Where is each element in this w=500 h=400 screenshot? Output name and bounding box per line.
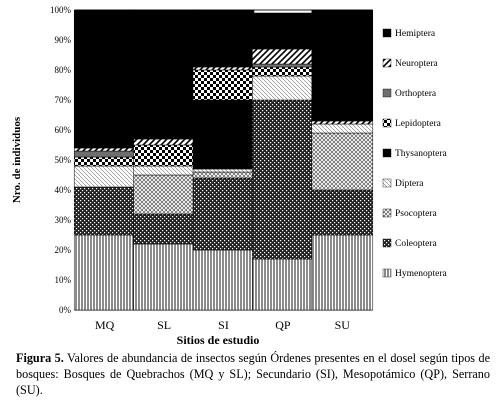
bar-segment-coleoptera-mq (74, 187, 135, 235)
y-tick-label: 0% (59, 305, 71, 315)
bar-segment-hymenoptera-qp (252, 259, 313, 310)
bar-segment-hymenoptera-su (312, 235, 373, 310)
legend-swatch-coleoptera (383, 239, 391, 247)
figure-caption (16, 350, 490, 398)
bar-segment-neuroptera-si (193, 67, 254, 70)
bar-segment-neuroptera-su (312, 121, 373, 124)
x-tick-label: SL (157, 318, 172, 332)
legend-label-thysanoptera: Thysanoptera (395, 149, 447, 159)
x-tick-label: MQ (95, 318, 115, 332)
y-axis-title: Nro. de individuos (11, 116, 23, 204)
y-tick-label: 100% (50, 5, 71, 15)
bar-segment-orthoptera-mq (74, 151, 135, 157)
legend-swatch-thysanoptera (383, 149, 391, 157)
bar-segment-coleoptera-su (312, 190, 373, 235)
bar-segment-neuroptera-qp (252, 49, 313, 64)
bar-segment-coleoptera-si (193, 178, 254, 250)
legend-label-neuroptera: Neuroptera (395, 59, 438, 69)
legend-swatch-orthoptera (383, 89, 391, 97)
y-tick-label: 70% (54, 95, 71, 105)
bar-segment-lepidoptera-mq (74, 157, 135, 166)
y-tick-label: 20% (54, 245, 71, 255)
y-tick-label: 80% (54, 65, 71, 75)
bar-segment-coleoptera-qp (252, 100, 313, 259)
legend-swatch-hemiptera (383, 29, 391, 37)
bar-segment-thysanoptera-si (193, 100, 254, 169)
bar-segment-hemiptera-su (312, 10, 373, 121)
bar-segment-diptera-qp (252, 76, 313, 100)
bar-segment-neuroptera-sl (134, 139, 195, 145)
y-tick-label: 30% (54, 215, 71, 225)
legend-label-diptera: Diptera (395, 179, 424, 189)
x-axis-title: Sitios de estudio (176, 333, 260, 345)
caption-text: Valores de abundancia de insectos según Órdenes presentes en el dosel según tipos de bosques: Bosques de Quebrachos (MQ y SL); Secundario (SI), Mesopotámico (QP), Serrano (SU). (16, 351, 490, 397)
bar-segment-hemiptera-mq (74, 10, 135, 148)
x-tick-label: QP (275, 318, 291, 332)
bar-segment-hymenoptera-si (193, 250, 254, 310)
bar-segment-neuroptera-mq (74, 148, 135, 151)
caption-label: Figura 5. (16, 351, 64, 365)
bar-segment-diptera-sl (134, 166, 195, 175)
legend-label-psocoptera: Psocoptera (395, 209, 437, 219)
bar-segment-diptera-su (312, 124, 373, 133)
y-tick-label: 90% (54, 35, 71, 45)
y-tick-label: 10% (54, 275, 71, 285)
bar-segment-diptera-mq (74, 166, 135, 187)
bar-segment-lepidoptera-sl (134, 145, 195, 166)
x-tick-label: SI (218, 318, 229, 332)
legend-label-hemiptera: Hemiptera (395, 29, 436, 39)
bar-segment-hemiptera-sl (134, 10, 195, 139)
bar-segment-coleoptera-sl (134, 214, 195, 244)
legend-swatch-psocoptera (383, 209, 391, 217)
bar-segment-lepidoptera-si (193, 70, 254, 100)
y-tick-label: 60% (54, 125, 71, 135)
bar-segment-hemiptera-qp (252, 13, 313, 49)
legend-label-orthoptera: Orthoptera (395, 89, 437, 99)
x-tick-label: SU (334, 318, 350, 332)
bar-segment-psocoptera-su (312, 133, 373, 190)
legend-swatch-lepidoptera (383, 119, 391, 127)
legend-label-lepidoptera: Lepidoptera (395, 119, 441, 129)
bar-segment-hemiptera-si (193, 10, 254, 67)
bar-segment-hymenoptera-mq (74, 235, 135, 310)
legend-label-coleoptera: Coleoptera (395, 239, 437, 249)
y-tick-label: 50% (54, 155, 71, 165)
y-tick-label: 40% (54, 185, 71, 195)
legend-label-hymenoptera: Hymenoptera (395, 269, 447, 279)
bar-segment-orthoptera-qp (252, 64, 313, 67)
legend-swatch-neuroptera (383, 59, 391, 67)
bar-segment-psocoptera-si (193, 172, 254, 178)
bar-segment-diptera-si (193, 169, 254, 172)
legend-swatch-hymenoptera (383, 269, 391, 277)
bar-segment-psocoptera-sl (134, 175, 195, 214)
legend-swatch-diptera (383, 179, 391, 187)
bar-segment-hymenoptera-sl (134, 244, 195, 310)
bar-segment-lepidoptera-qp (252, 67, 313, 76)
